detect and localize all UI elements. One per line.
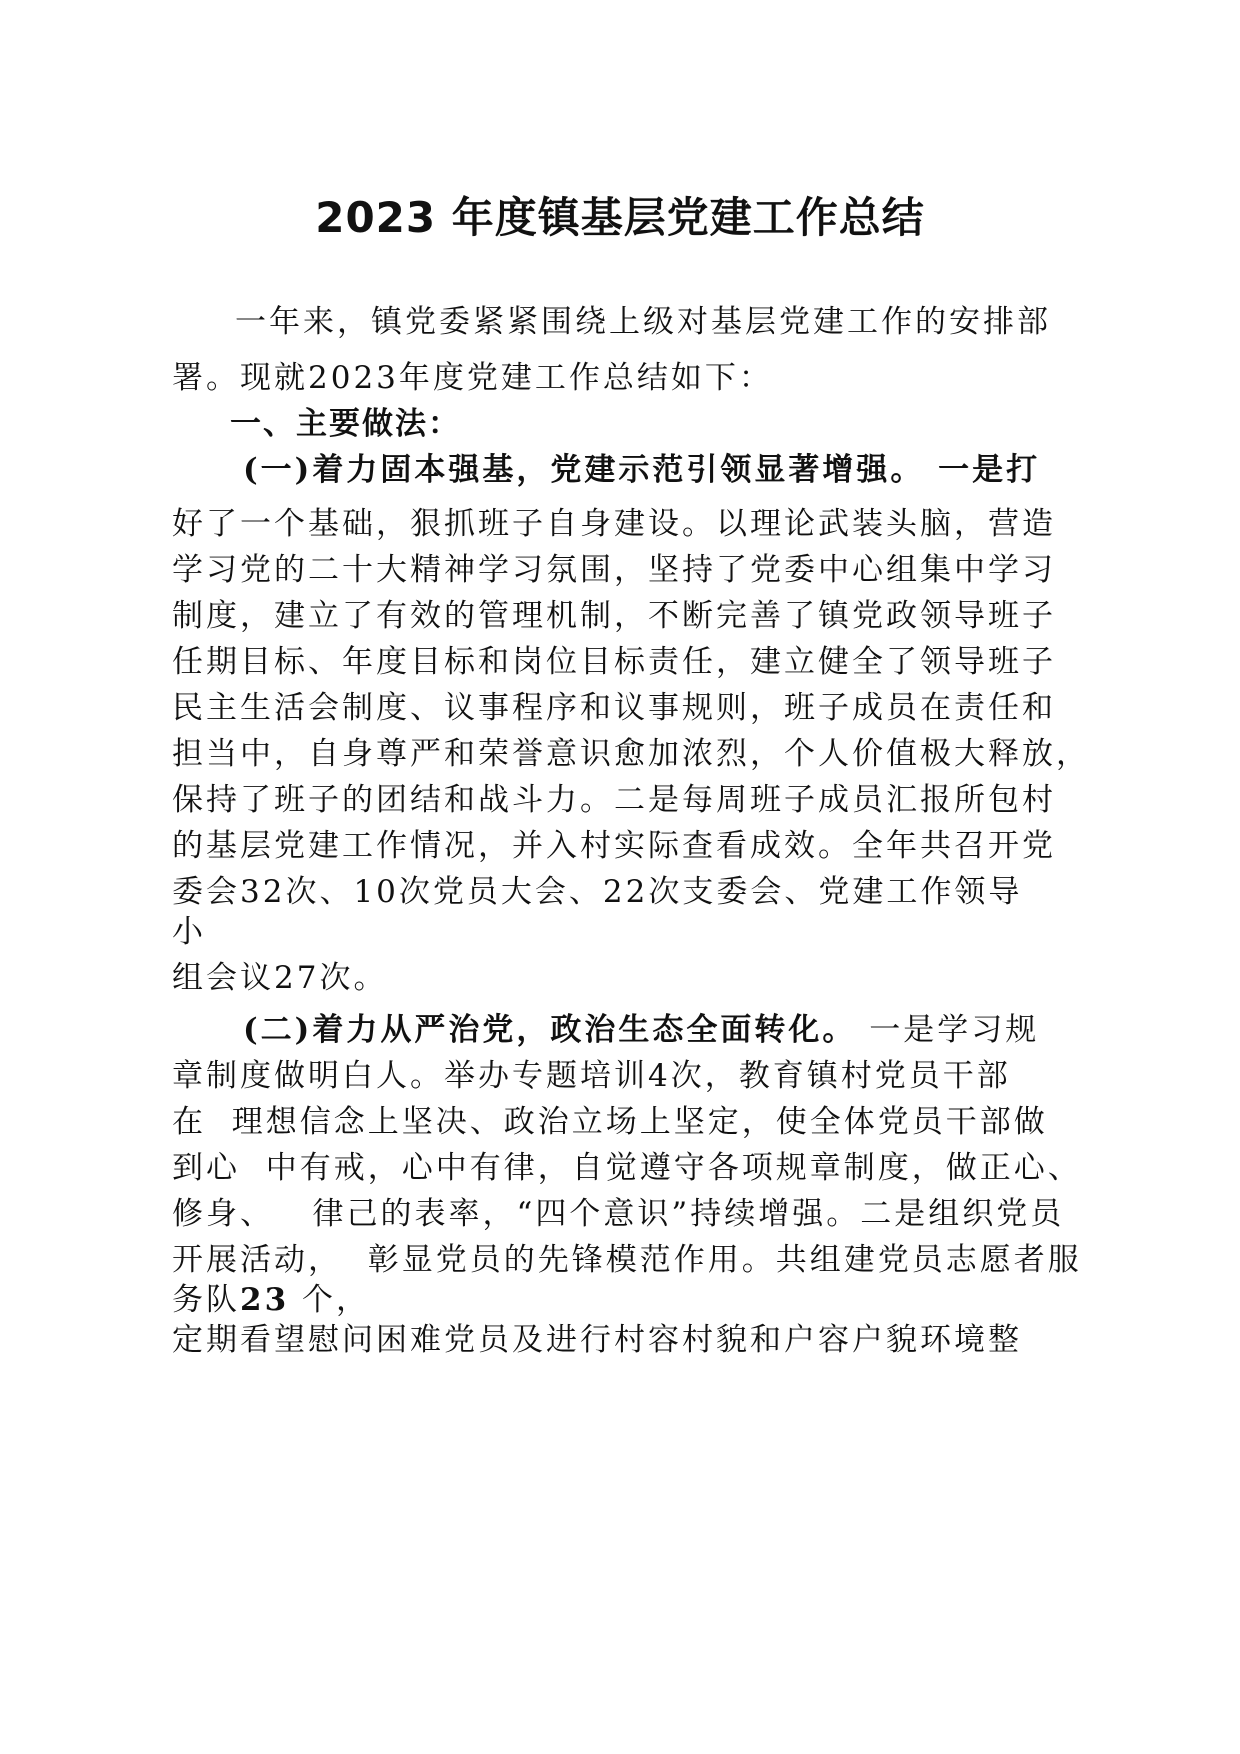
- body-text: 个，: [289, 1282, 370, 1318]
- body-text: 务队: [172, 1282, 240, 1318]
- body-line: 担当中，自身尊严和荣誉意识愈加浓烈，个人价值极大释放，: [172, 736, 1090, 772]
- body-line: 在 理想信念上坚决、政治立场上坚定，使全体党员干部做: [172, 1104, 1048, 1140]
- body-line: 制度，建立了有效的管理机制，不断完善了镇党政领导班子: [172, 598, 1056, 634]
- section-heading: 一、主要做法：: [230, 406, 461, 442]
- subsection-heading: (二)着力从严治党，政治生态全面转化。: [243, 1012, 857, 1048]
- body-line: 开展活动， 彰显党员的先锋模范作用。共组建党员志愿者服: [172, 1242, 1082, 1278]
- body-line: 好了一个基础，狠抓班子自身建设。以理论武装头脑，营造: [172, 506, 1056, 542]
- body-line: 章制度做明白人。举办专题培训4次，教育镇村党员干部: [172, 1058, 1011, 1094]
- subsection-heading: (一)着力固本强基，党建示范引领显著增强。: [243, 452, 925, 488]
- body-line: 署。现就2023年度党建工作总结如下：: [172, 360, 773, 396]
- body-line: 民主生活会制度、议事程序和议事规则，班子成员在责任和: [172, 690, 1056, 726]
- body-line: 任期目标、年度目标和岗位目标责任，建立健全了领导班子: [172, 644, 1056, 680]
- body-line: 一年来，镇党委紧紧围绕上级对基层党建工作的安排部: [235, 304, 1051, 340]
- emphasis-number: 23: [240, 1282, 290, 1318]
- body-line: 小: [172, 914, 206, 950]
- body-text: 一是打: [924, 452, 1041, 488]
- body-line: 保持了班子的团结和战斗力。二是每周班子成员汇报所包村: [172, 782, 1056, 818]
- body-line: 定期看望慰问困难党员及进行村容村貌和户容户貌环境整: [172, 1322, 1022, 1358]
- body-line: 组会议27次。: [172, 960, 388, 996]
- subsection-line: [0, 440, 1240, 500]
- body-line: 到心 中有戒，心中有律，自觉遵守各项规章制度，做正心、: [172, 1150, 1082, 1186]
- body-text: 一是学习规: [856, 1012, 1040, 1048]
- document-title: 2023 年度镇基层党建工作总结: [315, 193, 925, 242]
- body-line: 的基层党建工作情况，并入村实际查看成效。全年共召开党: [172, 828, 1056, 864]
- body-line: 学习党的二十大精神学习氛围，坚持了党委中心组集中学习: [172, 552, 1056, 588]
- body-line: 委会32次、10次党员大会、22次支委会、党建工作领导: [172, 874, 1023, 910]
- body-line: 修身、 律己的表率，“四个意识”持续增强。二是组织党员: [172, 1196, 1065, 1232]
